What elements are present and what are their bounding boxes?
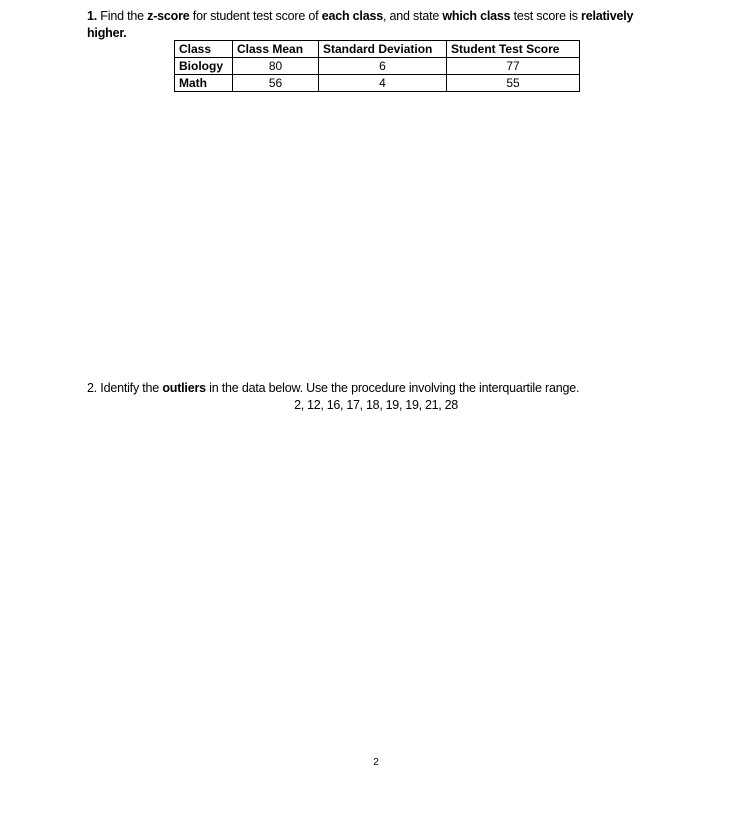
question-1-text-0: Find the bbox=[97, 9, 148, 23]
question-1-text-1: z-score bbox=[147, 9, 190, 23]
cell-sd: 4 bbox=[319, 75, 447, 92]
question-1-text-7: relatively higher. bbox=[87, 9, 634, 40]
table-row bbox=[175, 58, 580, 75]
question-2-bold: outliers bbox=[162, 381, 206, 395]
question-2-prefix: 2. Identify the bbox=[87, 381, 163, 395]
score-table bbox=[174, 40, 580, 92]
question-1-text-2: for student test score of bbox=[189, 9, 322, 23]
table-header-row bbox=[175, 41, 580, 58]
cell-class: Math bbox=[175, 75, 233, 92]
question-2-suffix: in the data below. Use the procedure involving the interquartile range. bbox=[205, 381, 580, 395]
question-1 bbox=[87, 8, 657, 42]
table-row bbox=[175, 75, 580, 92]
question-1-text-5: which class bbox=[442, 9, 511, 23]
cell-score: 77 bbox=[447, 58, 580, 75]
question-1-text-6: test score is bbox=[510, 9, 582, 23]
question-1-text-4: , and state bbox=[382, 9, 443, 23]
question-1-text-3: each class bbox=[321, 9, 383, 23]
header-student-test-score: Student Test Score bbox=[447, 41, 580, 58]
header-class-mean: Class Mean bbox=[233, 41, 319, 58]
cell-score: 55 bbox=[447, 75, 580, 92]
question-2 bbox=[87, 380, 687, 397]
header-class: Class bbox=[175, 41, 233, 58]
cell-mean: 56 bbox=[233, 75, 319, 92]
cell-mean: 80 bbox=[233, 58, 319, 75]
header-standard-deviation: Standard Deviation bbox=[319, 41, 447, 58]
cell-class: Biology bbox=[175, 58, 233, 75]
question-1-number: 1. bbox=[87, 9, 98, 23]
data-values: 2, 12, 16, 17, 18, 19, 19, 21, 28 bbox=[294, 398, 458, 412]
page-number: 2 bbox=[373, 757, 379, 768]
cell-sd: 6 bbox=[319, 58, 447, 75]
